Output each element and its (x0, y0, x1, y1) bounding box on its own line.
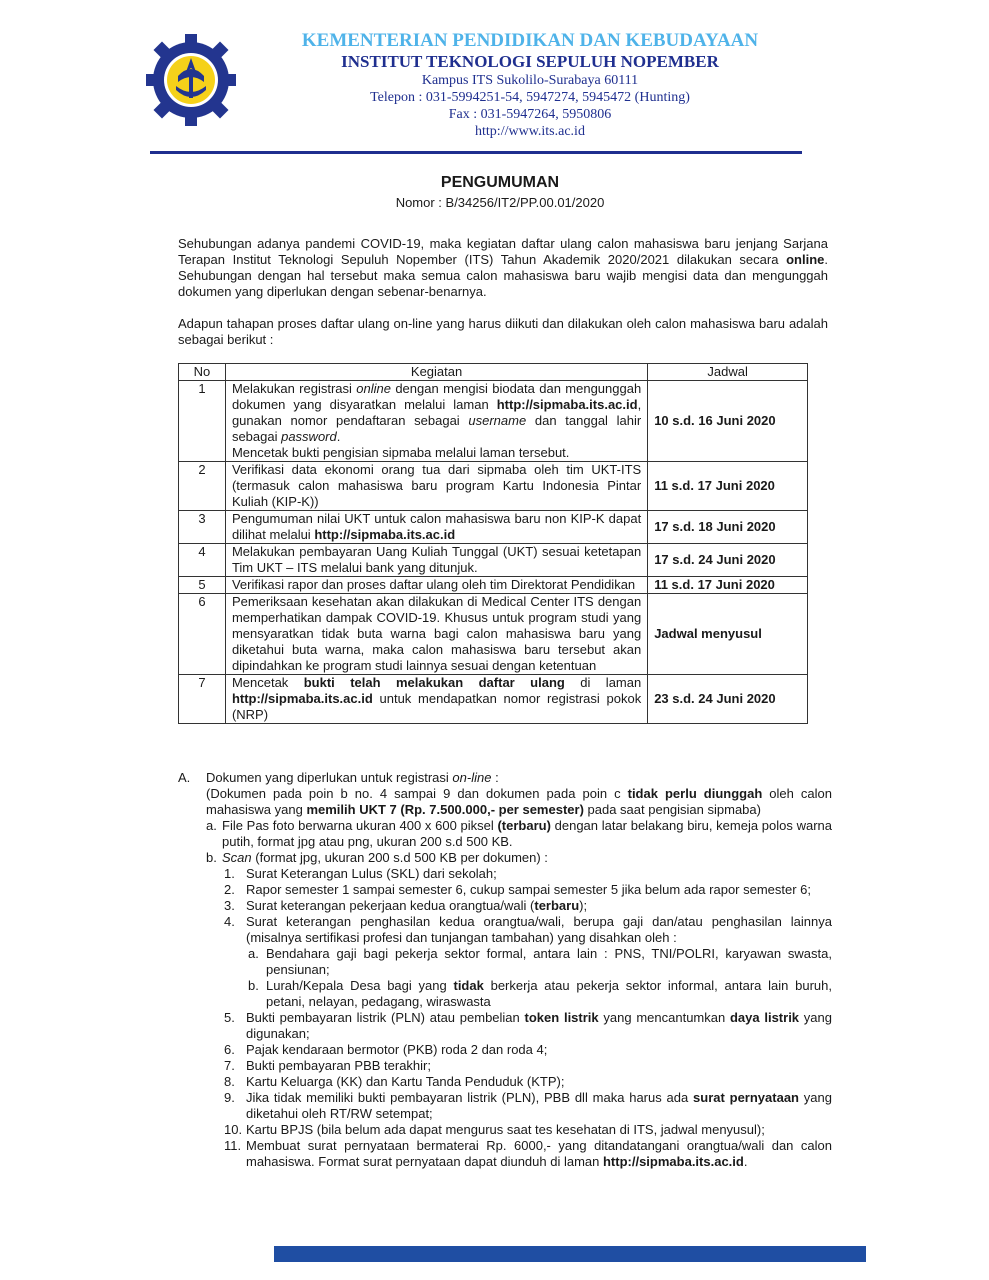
list-item: 3. Surat keterangan pekerjaan kedua orangtua/wali (terbaru); (224, 898, 588, 913)
row-number: 2 (179, 462, 226, 511)
col-header-kegiatan: Kegiatan (225, 364, 647, 381)
item-number: 8. (224, 1074, 235, 1089)
list-item: 2. Rapor semester 1 sampai semester 6, cukup sampai semester 5 jika belum ada rapor semester 6; (224, 882, 812, 897)
institute-name: INSTITUT TEKNOLOGI SEPULUH NOPEMBER (341, 52, 719, 71)
row-schedule: 11 s.d. 17 Juni 2020 (648, 462, 808, 511)
section-a (178, 770, 832, 1170)
section-a-title: A. Dokumen yang diperlukan untuk registrasi on-line : (178, 770, 499, 785)
header-divider (150, 151, 802, 154)
list-subitem: a. Bendahara gaji bagi pekerja sektor formal, antara lain : PNS, TNI/POLRI, karyawan swasta, pensiunan; (248, 946, 832, 977)
item-number: 5. (224, 1010, 235, 1025)
table-row (179, 381, 808, 462)
list-item: 11. Membuat surat pernyataan bermaterai Rp. 6000,- yang ditandatangani orangtua/wali dan calon mahasiswa. Format surat pernyataan dapat diunduh di laman http://sipmaba.its.ac.id. (224, 1138, 832, 1169)
institute-address: Kampus ITS Sukolilo-Surabaya 60111 (421, 73, 639, 88)
gear-icon (146, 34, 236, 126)
item-label: a. (206, 818, 217, 833)
table-row (179, 544, 808, 577)
row-activity: Melakukan pembayaran Uang Kuliah Tunggal (UKT) sesuai ketetapan Tim UKT – ITS melalui bank yang ditunjuk. (225, 544, 647, 577)
list-item: b. Scan (format jpg, ukuran 200 s.d 500 KB per dokumen) : (206, 850, 548, 865)
table-header-row (179, 364, 808, 381)
list-item: 6. Pajak kendaraan bermotor (PKB) roda 2 dan roda 4; (224, 1042, 548, 1057)
row-number: 5 (179, 577, 226, 594)
list-item: 5. Bukti pembayaran listrik (PLN) atau pembelian token listrik yang mencantumkan daya listrik yang digunakan; (224, 1010, 832, 1041)
its-logo (146, 32, 236, 130)
row-number: 1 (179, 381, 226, 462)
table-row (179, 675, 808, 724)
item-number: 4. (224, 914, 235, 929)
item-number: 3. (224, 898, 235, 913)
sipmaba-link[interactable]: http://sipmaba.its.ac.id (602, 1154, 744, 1169)
intro-paragraph: Sehubungan adanya pandemi COVID-19, maka kegiatan daftar ulang calon mahasiswa baru jenjang Sarjana Terapan Institut Teknologi Sepuluh Nopember (ITS) Tahun Akademik 2020/2021 dilakukan secara online. Sehubungan dengan hal tersebut maka semua calon mahasiswa baru wajib mengisi data dan mengunggah dokumen yang diperlukan dengan sebenar-benarnya. (178, 236, 828, 299)
list-item: 9. Jika tidak memiliki bukti pembayaran listrik (PLN), PBB dll maka harus ada surat pernyataan yang diketahui oleh RT/RW setempat; (224, 1090, 832, 1121)
col-header-no: No (179, 364, 226, 381)
row-activity: Mencetak bukti telah melakukan daftar ulang di laman http://sipmaba.its.ac.id untuk mendapatkan nomor registrasi pokok (NRP) (225, 675, 647, 724)
ministry-name: KEMENTERIAN PENDIDIKAN DAN KEBUDAYAAN (301, 30, 759, 51)
row-activity: Pemeriksaan kesehatan akan dilakukan di Medical Center ITS dengan memperhatikan dampak COVID-19. Khusus untuk program studi yang mensyaratkan tidak buta warna bagi calon mahasiswa baru yang diketahui buta warna, maka calon mahasiswa baru tersebut akan dipindahkan ke program studi lainnya sesuai dengan ketentuan (225, 594, 647, 675)
row-number: 3 (179, 511, 226, 544)
document-title: PENGUMUMAN (440, 174, 560, 191)
row-schedule: 10 s.d. 16 Juni 2020 (648, 381, 808, 462)
list-item: 8. Kartu Keluarga (KK) dan Kartu Tanda Penduduk (KTP); (224, 1074, 565, 1089)
document-number: Nomor : B/34256/IT2/PP.00.01/2020 (395, 195, 605, 210)
section-a-note: (Dokumen pada poin b no. 4 sampai 9 dan dokumen pada poin c tidak perlu diunggah oleh calon mahasiswa yang memilih UKT 7 (Rp. 7.500.000,- per semester) pada saat pengisian sipmaba) (206, 786, 832, 817)
row-number: 4 (179, 544, 226, 577)
footer-bar (274, 1246, 866, 1262)
sipmaba-link[interactable]: http://sipmaba.its.ac.id (496, 397, 638, 412)
row-schedule: 17 s.d. 18 Juni 2020 (648, 511, 808, 544)
list-item: 7. Bukti pembayaran PBB terakhir; (224, 1058, 431, 1073)
list-item: 1. Surat Keterangan Lulus (SKL) dari sekolah; (224, 866, 497, 881)
row-number: 6 (179, 594, 226, 675)
row-activity: Verifikasi data ekonomi orang tua dari sipmaba oleh tim UKT-ITS (termasuk calon mahasiswa baru program Kartu Indonesia Pintar Kuliah (KIP-K)) (225, 462, 647, 511)
item-label: b. (206, 850, 217, 865)
steps-intro-paragraph: Adapun tahapan proses daftar ulang on-line yang harus diikuti dan dilakukan oleh calon mahasiswa baru adalah sebagai berikut : (178, 316, 828, 347)
table-row (179, 462, 808, 511)
list-item: 4. Surat keterangan penghasilan kedua orangtua/wali, berupa gaji dan/atau penghasilan lainnya (misalnya sertifikasi profesi dan tunjangan tambahan) yang disahkan oleh : (224, 914, 832, 945)
row-schedule: 11 s.d. 17 Juni 2020 (648, 577, 808, 594)
item-label: b. (248, 978, 259, 993)
sipmaba-link[interactable]: http://sipmaba.its.ac.id (314, 527, 456, 542)
item-label: a. (248, 946, 259, 961)
item-number: 1. (224, 866, 235, 881)
row-activity: Verifikasi rapor dan proses daftar ulang oleh tim Direktorat Pendidikan (225, 577, 647, 594)
section-label: A. (178, 770, 191, 785)
institute-website[interactable]: http://www.its.ac.id (475, 124, 585, 139)
list-item: a. File Pas foto berwarna ukuran 400 x 600 piksel (terbaru) dengan latar belakang biru, kemeja polos warna putih, format jpg atau png, ukuran 200 s.d 500 KB. (206, 818, 832, 849)
list-item: 10. Kartu BPJS (bila belum ada dapat mengurus saat tes kesehatan di ITS, jadwal menyusul); (224, 1122, 765, 1137)
item-number: 6. (224, 1042, 235, 1057)
table-row (179, 594, 808, 675)
row-activity: Pengumuman nilai UKT untuk calon mahasiswa baru non KIP-K dapat dilihat melalui http://sipmaba.its.ac.id (225, 511, 647, 544)
institute-fax: Fax : 031-5947264, 5950806 (448, 107, 612, 122)
schedule-table (178, 363, 808, 724)
row-schedule: 23 s.d. 24 Juni 2020 (648, 675, 808, 724)
table-row (179, 511, 808, 544)
item-number: 2. (224, 882, 235, 897)
item-number: 9. (224, 1090, 235, 1105)
list-subitem: b. Lurah/Kepala Desa bagi yang tidak berkerja atau pekerja sektor informal, antara lain buruh, petani, nelayan, pedagang, wiraswasta (248, 978, 832, 1009)
col-header-jadwal: Jadwal (648, 364, 808, 381)
table-row (179, 577, 808, 594)
item-number: 11. (224, 1138, 242, 1153)
row-activity: Melakukan registrasi online dengan mengisi biodata dan mengunggah dokumen yang disyaratkan melalui laman http://sipmaba.its.ac.id, gunakan nomor pendaftaran sebagai username dan tanggal lahir sebagai password. Mencetak bukti pengisian sipmaba melalui laman tersebut. (225, 381, 647, 462)
item-number: 7. (224, 1058, 235, 1073)
row-schedule: 17 s.d. 24 Juni 2020 (648, 544, 808, 577)
sipmaba-link[interactable]: http://sipmaba.its.ac.id (231, 691, 373, 706)
row-schedule: Jadwal menyusul (648, 594, 808, 675)
row-number: 7 (179, 675, 226, 724)
institute-phone: Telepon : 031-5994251-54, 5947274, 5945472 (Hunting) (370, 90, 690, 105)
item-number: 10. (224, 1122, 243, 1137)
